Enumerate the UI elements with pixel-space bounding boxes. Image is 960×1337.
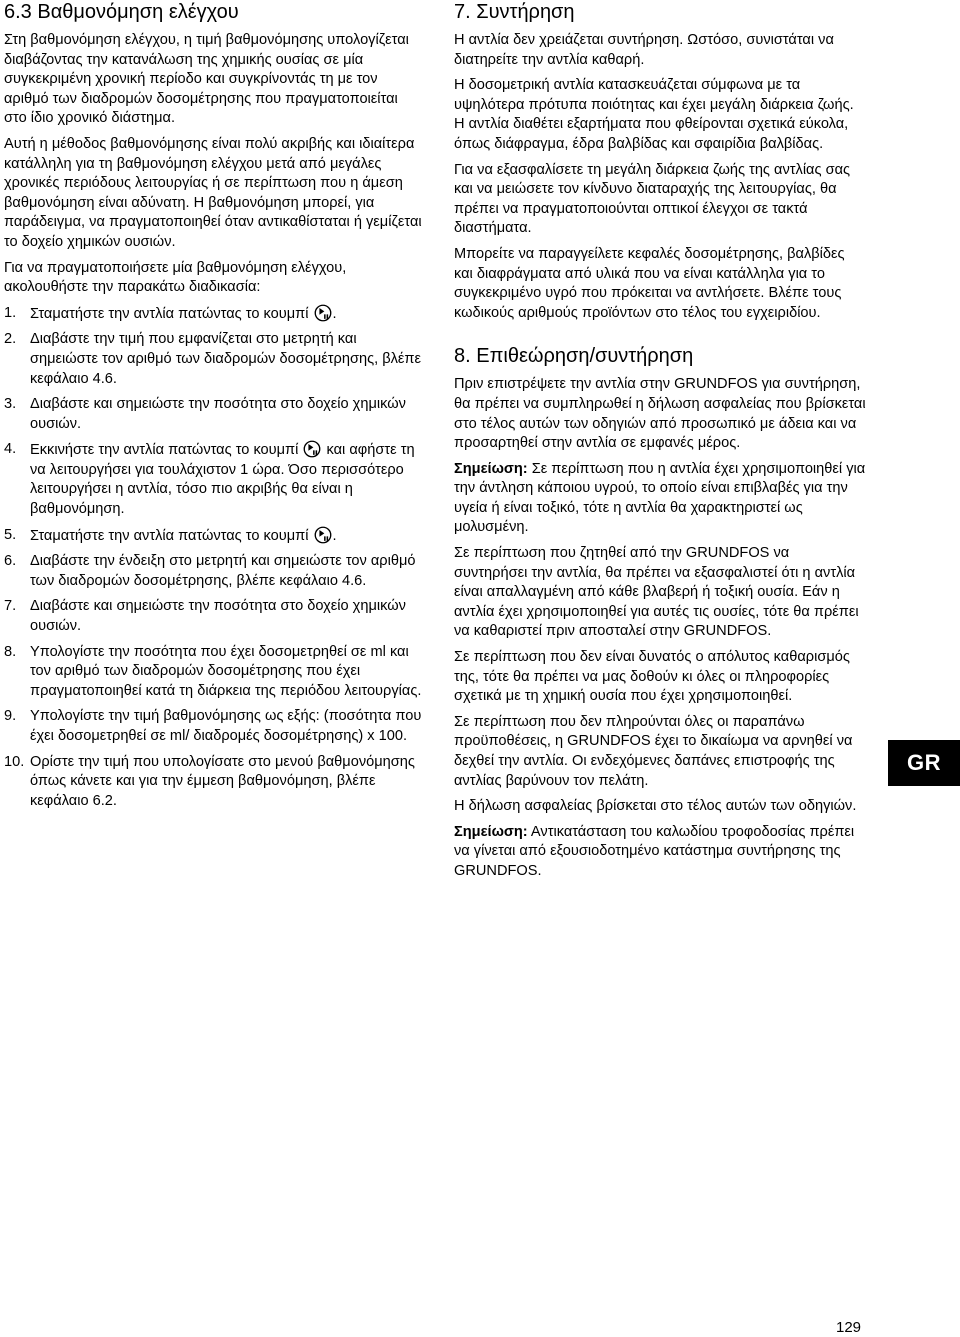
stop-button-icon xyxy=(314,526,332,544)
section-heading-7: 7. Συντήρηση xyxy=(454,1,575,23)
step-item xyxy=(4,526,424,547)
step-item xyxy=(4,395,424,434)
step-number: 2. xyxy=(4,331,17,348)
note xyxy=(454,460,866,538)
paragraph: Για να εξασφαλίσετε τη μεγάλη διάρκεια ζωής της αντλίας σας και να μειώσετε τον κίνδυνο διαταραχής της λειτουργίας, θα πρέπει να πραγματοποιούνται οπτικοί έλεγχοι σε τακτά διαστήματα. xyxy=(454,161,851,237)
paragraph: Σε περίπτωση που δεν πληρούνται όλες οι παραπάνω προϋποθέσεις, η GRUNDFOS έχει το δικαίωμα να αρνηθεί να δεχθεί την αντλία. Οι ενδεχόμενες δαπάνες επιστροφής της αντλίας βαρύνουν τον πελάτη. xyxy=(454,713,853,789)
paragraph: Η αντλία δεν χρειάζεται συντήρηση. Ωστόσο, συνιστάται να διατηρείτε την αντλία καθαρή. xyxy=(454,32,834,68)
step-number: 5. xyxy=(4,526,17,543)
paragraph: Η δοσομετρική αντλία κατασκευάζεται σύμφωνα με τα υψηλότερα πρότυπα ποιότητας και έχει μεγάλη διάρκεια ζωής. Η αντλία διαθέτει εξαρτήματα που φθείρονται σχετικά εύκολα, όπως διάφραγμα, έδρα βαλβίδας και σφαιρίδια βαλβίδας. xyxy=(454,77,854,152)
step-number: 4. xyxy=(4,441,17,458)
paragraph: Για να πραγματοποιήσετε μία βαθμονόμηση ελέγχου, ακολουθήστε την παρακάτω διαδικασία: xyxy=(4,259,347,296)
step-text: Διαβάστε την ένδειξη στο μετρητή και σημειώστε τον αριθμό των διαδρομών δοσομέτρησης, βλέπε κεφάλαιο 4.6. xyxy=(30,553,416,589)
paragraph: Σε περίπτωση που ζητηθεί από την GRUNDFOS να συντηρήσει την αντλία, θα πρέπει να εξασφαλιστεί ότι η αντλία είναι απαλλαγμένη από κάθε βλαβερή ή τοξική ουσία. Εάν η αντλία έχει χρησιμοποιηθεί για αυτές τις ουσίες, τότε θα πρέπει να καθαριστεί πριν αποσταλεί στην GRUNDFOS. xyxy=(454,545,859,640)
note xyxy=(454,823,866,882)
step-item xyxy=(4,552,424,591)
step-item xyxy=(4,440,424,519)
step-item xyxy=(4,330,424,389)
note-text: Αντικατάσταση του καλωδίου τροφοδοσίας πρέπει να γίνεται από εξουσιοδοτημένο κατάστημα συντήρησης της GRUNDFOS. xyxy=(454,823,855,879)
language-tab: GR xyxy=(888,740,960,786)
step-number: 3. xyxy=(4,396,17,413)
step-text-suffix: . xyxy=(332,305,337,322)
step-item xyxy=(4,304,424,325)
step-text: Εκκινήστε την αντλία πατώντας το κουμπί xyxy=(30,442,299,459)
step-number: 6. xyxy=(4,553,17,570)
section-heading-6-3: 6.3 Βαθμονόμηση ελέγχου xyxy=(4,1,239,23)
paragraph: Η δήλωση ασφαλείας βρίσκεται στο τέλος αυτών των οδηγιών. xyxy=(454,798,857,815)
step-text: Υπολογίστε την τιμή βαθμονόμησης ως εξής: (ποσότητα που έχει δοσομετρηθεί σε ml/ διαδρομές δοσομέτρησης) x 100. xyxy=(30,708,422,744)
step-text: Σταματήστε την αντλία πατώντας το κουμπί xyxy=(30,305,309,322)
step-text: Διαβάστε και σημειώστε την ποσότητα στο δοχείο χημικών ουσιών. xyxy=(30,396,406,432)
step-number: 1. xyxy=(4,304,17,321)
right-column xyxy=(454,0,866,888)
note-label: Σημείωση: xyxy=(454,823,528,840)
step-number: 10. xyxy=(4,753,25,770)
step-text: Ορίστε την τιμή που υπολογίσατε στο μενού βαθμονόμησης όπως κάνετε και για την έμμεση βαθμονόμηση, βλέπε κεφάλαιο 6.2. xyxy=(30,753,415,809)
step-text-suffix: και αφήστε τη να λειτουργήσει για τουλάχιστον 1 ώρα. Όσο περισσότερο λειτουργήσει η αντλία, τόσο πιο ακριβής θα είναι η βαθμονόμηση. xyxy=(30,442,415,518)
step-number: 7. xyxy=(4,598,17,615)
paragraph: Πριν επιστρέψετε την αντλία στην GRUNDFOS για συντήρηση, θα πρέπει να συμπληρωθεί η δήλωση ασφαλείας που βρίσκεται στο τέλος αυτών των οδηγιών από προσωπικό με άδεια και να προσαρτηθεί στην αντλία σε εμφανές μέρος. xyxy=(454,376,866,452)
step-item xyxy=(4,597,424,636)
step-item xyxy=(4,753,424,812)
step-item xyxy=(4,707,424,746)
step-text-suffix: . xyxy=(332,527,337,544)
step-number: 8. xyxy=(4,643,17,660)
page-number: 129 xyxy=(836,1319,862,1336)
step-text: Διαβάστε και σημειώστε την ποσότητα στο δοχείο χημικών ουσιών. xyxy=(30,598,406,635)
left-column xyxy=(4,0,424,817)
paragraph: Στη βαθμονόμηση ελέγχου, η τιμή βαθμονόμησης υπολογίζεται διαβάζοντας την κατανάλωση της χημικής ουσίας σε μία συγκεκριμένη χρονική περίοδο και συγκρίνοντάς τη με τον αριθμό των διαδρομών δοσομέτρησης που πραγματοποιείται στο ίδιο χρονικό διάστημα. xyxy=(4,32,409,127)
section-heading-8: 8. Επιθεώρηση/συντήρηση xyxy=(454,345,694,368)
step-text: Υπολογίστε την ποσότητα που έχει δοσομετρηθεί σε ml και τον αριθμό των διαδρομών δοσομέτρησης που έχει πραγματοποιηθεί κατά τη διάρκεια της περιόδου λειτουργίας. xyxy=(30,643,422,699)
start-button-icon xyxy=(303,440,321,458)
note-label: Σημείωση: xyxy=(454,460,528,477)
paragraph: Μπορείτε να παραγγείλετε κεφαλές δοσομέτρησης, βαλβίδες και διαφράγματα από υλικά που να είναι κατάλληλα για το συγκεκριμένο υγρό που πρόκειται να αντλήσετε. Βλέπε τους κωδικούς αριθμούς προϊόντων στο τέλος του εγχειριδίου. xyxy=(454,245,845,321)
step-text: Διαβάστε την τιμή που εμφανίζεται στο μετρητή και σημειώστε τον αριθμό των διαδρομών δοσομέτρησης, βλέπε κεφάλαιο 4.6. xyxy=(30,331,422,387)
step-item xyxy=(4,643,424,702)
stop-button-icon xyxy=(314,304,332,322)
step-text: Σταματήστε την αντλία πατώντας το κουμπί xyxy=(30,527,309,544)
procedure-steps xyxy=(4,304,424,812)
paragraph: Αυτή η μέθοδος βαθμονόμησης είναι πολύ ακριβής και ιδιαίτερα κατάλληλη για τη βαθμονόμηση ελέγχου μετά από μεγάλες χρονικές περιόδους λειτουργίας ή σε περίπτωση που η άμεση βαθμονόμηση είναι αδύνατη. Η βαθμονόμηση μπορεί, για παράδειγμα, να πραγματοποιηθεί όταν αντικαθίσταται ή γεμίζεται το δοχείο χημικών ουσιών. xyxy=(4,135,422,250)
step-number: 9. xyxy=(4,708,17,725)
note-text: Σε περίπτωση που η αντλία έχει χρησιμοποιηθεί για την άντληση κάποιου υγρού, το οποίο είναι επιβλαβές για την υγεία ή είναι τοξικό, τότε η αντλία θα χαρακτηριστεί ως μολυσμένη. xyxy=(454,460,866,536)
paragraph: Σε περίπτωση που δεν είναι δυνατός ο απόλυτος καθαρισμός της, τότε θα πρέπει να μας δοθούν κι όλες οι πληροφορίες σχετικά με τη χημική ουσία που έχει χρησιμοποιηθεί. xyxy=(454,649,850,705)
